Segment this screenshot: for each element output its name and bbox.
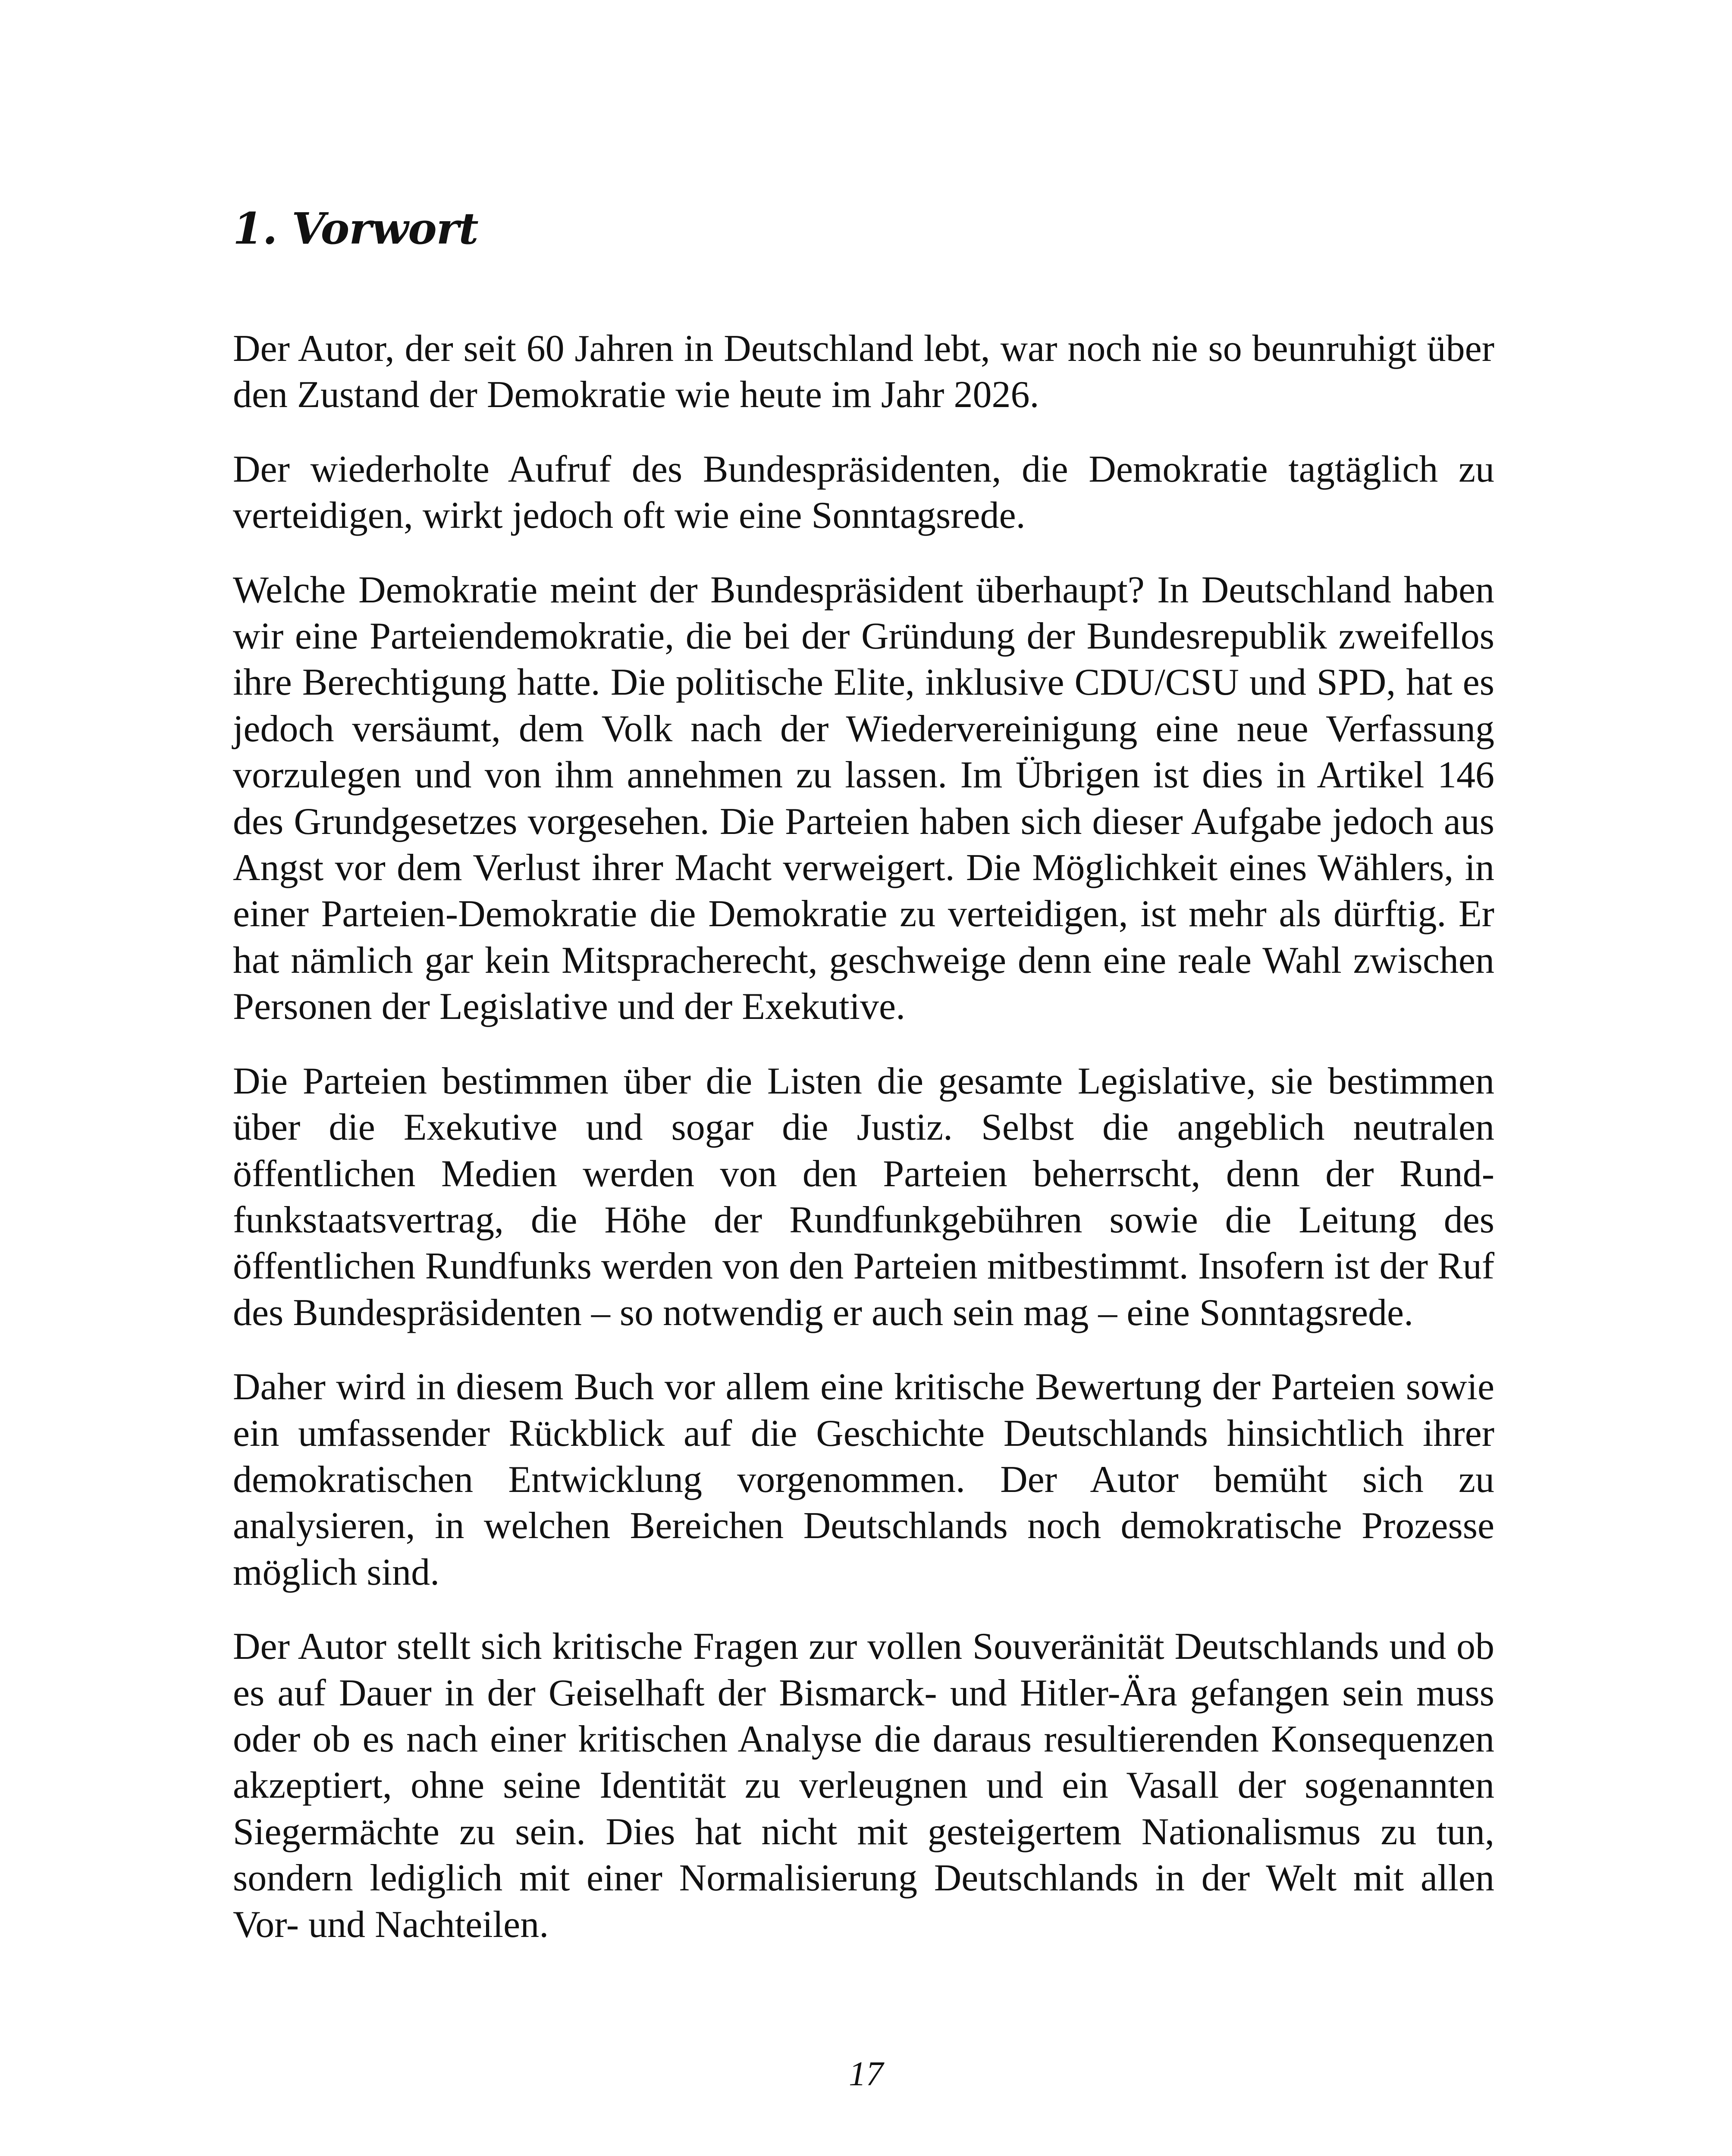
paragraph-5: Daher wird in diesem Buch vor allem eine kritische Bewertung der Parteien sowie ein umfassender Rückblick auf die Geschichte Deutschlands hinsichtlich ihrer demokratischen Entwicklung vorgenommen. Der Autor bemüht sich zu analysieren, in welchen Bereichen Deutschlands noch demokratische Prozesse möglich sind. (233, 1366, 1494, 1593)
chapter-body (233, 326, 1494, 1976)
page-number: 17 (849, 2055, 883, 2093)
chapter-heading: 1. Vorwort (233, 203, 478, 254)
paragraph-2: Der wiederholte Aufruf des Bundespräsidenten, die Demokratie tagtäglich zu verteidigen, wirkt jedoch oft wie eine Sonntagsrede. (233, 448, 1494, 537)
paragraph-1: Der Autor, der seit 60 Jahren in Deutschland lebt, war noch nie so beunruhigt über den Zustand der Demokratie wie heute im Jahr 2026. (233, 328, 1494, 416)
paragraph-4: Die Parteien bestimmen über die Listen die gesamte Legislative, sie bestimmen über die Exekutive und sogar die Justiz. Selbst die angeblich neutralen öffentlichen Medien werden von den Parteien beherrscht, denn der Rundfunkstaatsvertrag, die Höhe der Rundfunkgebühren sowie die Leitung des öffentlichen Rundfunks werden von den Parteien mitbestimmt. Insofern ist der Ruf des Bundespräsidenten – so notwendig er auch sein mag – eine Sonntagsrede. (233, 1060, 1494, 1334)
paragraph-3: Welche Demokratie meint der Bundespräsident überhaupt? In Deutschland haben wir eine Parteiendemokratie, die bei der Gründung der Bundesrepublik zweifellos ihre Berechtigung hatte. Die politische Elite, inklusive CDU/CSU und SPD, hat es jedoch versäumt, dem Volk nach der Wiedervereinigung eine neue Verfassung vorzulegen und von ihm annehmen zu lassen. Im Übrigen ist dies in Artikel 146 des Grundgesetzes vorgesehen. Die Parteien haben sich dieser Aufgabe jedoch aus Angst vor dem Verlust ihrer Macht verweigert. Die Möglichkeit eines Wählers, in einer Parteien-Demokratie die Demokratie zu verteidigen, ist mehr als dürftig. Er hat nämlich gar kein Mitspracherecht, geschweige denn eine reale Wahl zwischen Personen der Legislative und der Exekutive. (233, 569, 1494, 1028)
paragraph-6: Der Autor stellt sich kritische Fragen zur vollen Souveränität Deutschlands und ob es auf Dauer in der Geiselhaft der Bismarck- und Hitler-Ära gefangen sein muss oder ob es nach einer kritischen Analyse die daraus resultierenden Konsequenzen akzeptiert, ohne seine Identität zu verleugnen und ein Vasall der sogenannten Siegermächte zu sein. Dies hat nicht mit gesteigertem Nationalismus zu tun, sondern lediglich mit einer Normalisierung Deutschlands in der Welt mit allen Vor- und Nachteilen. (233, 1626, 1494, 1946)
